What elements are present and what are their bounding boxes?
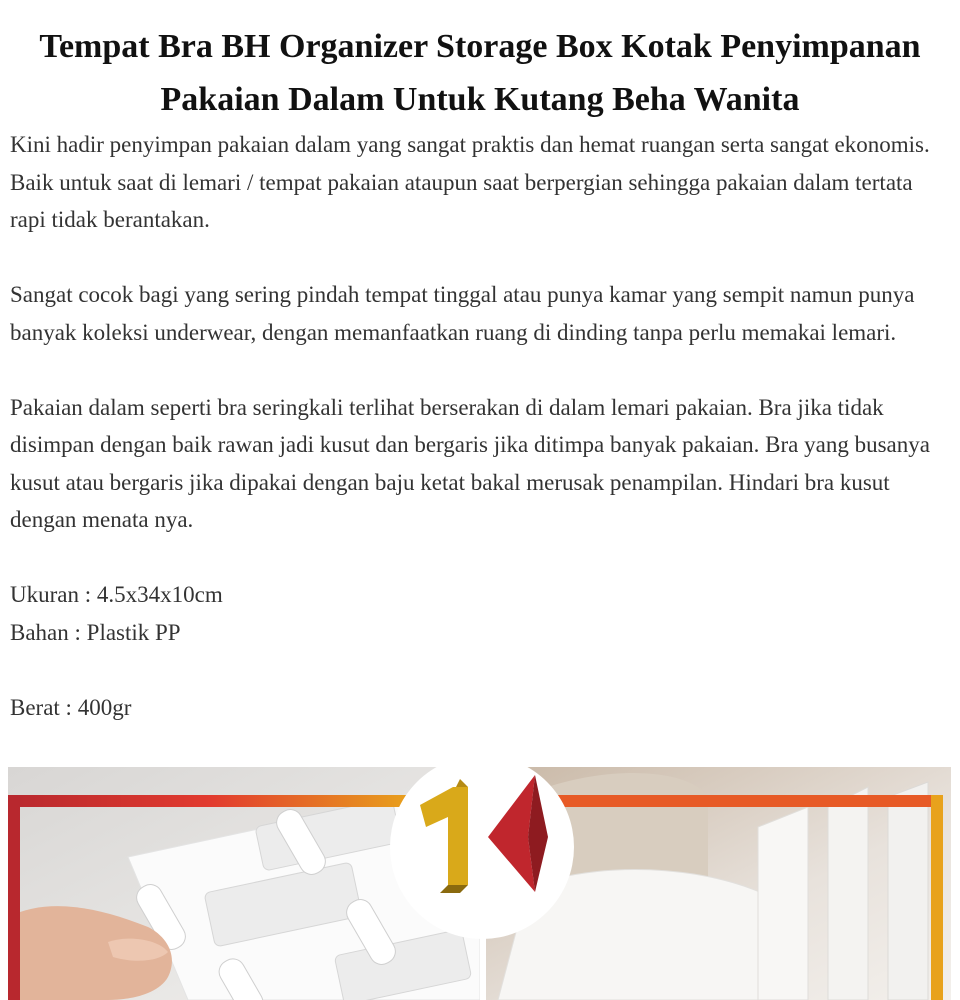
spec-material: Bahan : Plastik PP xyxy=(10,619,181,645)
description-paragraph-1: Kini hadir penyimpan pakaian dalam yang sangat praktis dan hemat ruangan serta sangat ekonomis. Baik untuk saat di lemari / tempat pakaian ataupun saat berpergian sehingga pakaian dalam tertata rapi tidak berantakan. xyxy=(10,132,930,232)
description-paragraph-3: Pakaian dalam seperti bra seringkali terlihat berserakan di dalam lemari pakaian. Bra jika tidak disimpan dengan baik rawan jadi kusut dan bergaris jika ditimpa banyak pakaian. Bra yang busanya kusut atau bergaris jika dipakai dengan baju ketat bakal merusak penampilan. Hindari bra kusut dengan menata nya. xyxy=(10,394,930,532)
product-description xyxy=(0,126,960,726)
spec-size: Ukuran : 4.5x34x10cm xyxy=(10,582,223,607)
product-photo xyxy=(8,767,951,1000)
product-title: Tempat Bra BH Organizer Storage Box Kotak Penyimpanan Pakaian Dalam Untuk Kutang Beha Wanita xyxy=(39,28,921,118)
product-image-banner xyxy=(8,767,951,1000)
spec-weight: Berat : 400gr xyxy=(10,694,132,720)
description-paragraph-2: Sangat cocok bagi yang sering pindah tempat tinggal atau punya kamar yang sempit namun punya banyak koleksi underwear, dengan memanfaatkan ruang di dinding tanpa perlu memakai lemari. xyxy=(10,282,915,345)
